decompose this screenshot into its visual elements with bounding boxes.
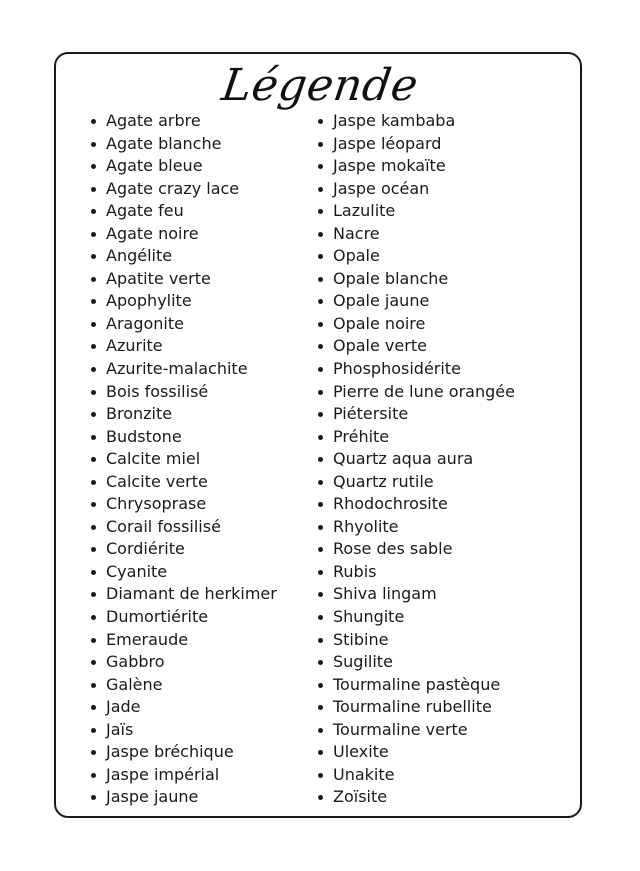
list-item: Chrysoprase [86,493,316,516]
list-item: Galène [86,674,316,697]
list-item: Rhodochrosite [313,493,573,516]
list-item: Agate arbre [86,110,316,133]
list-item: Azurite [86,335,316,358]
list-item: Piétersite [313,403,573,426]
list-item: Unakite [313,764,573,787]
page-title: Légende [218,60,422,111]
list-item: Bronzite [86,403,316,426]
right-list [313,110,573,809]
list-item: Dumortiérite [86,606,316,629]
list-item: Jaïs [86,719,316,742]
list-item: Opale noire [313,313,573,336]
list-item: Apophylite [86,290,316,313]
list-item: Budstone [86,426,316,449]
list-item: Opale verte [313,335,573,358]
list-item: Zoïsite [313,786,573,809]
list-item: Pierre de lune orangée [313,381,573,404]
list-item: Angélite [86,245,316,268]
list-item: Azurite-malachite [86,358,316,381]
list-item: Quartz rutile [313,471,573,494]
list-item: Apatite verte [86,268,316,291]
list-item: Cordiérite [86,538,316,561]
list-item: Shiva lingam [313,583,573,606]
list-item: Agate noire [86,223,316,246]
list-item: Tourmaline pastèque [313,674,573,697]
list-item: Jaspe jaune [86,786,316,809]
list-item: Rhyolite [313,516,573,539]
list-item: Tourmaline verte [313,719,573,742]
list-item: Agate feu [86,200,316,223]
list-item: Corail fossilisé [86,516,316,539]
list-item: Opale blanche [313,268,573,291]
list-item: Sugilite [313,651,573,674]
list-item: Jaspe bréchique [86,741,316,764]
list-item: Agate crazy lace [86,178,316,201]
left-list [86,110,316,809]
list-item: Emeraude [86,629,316,652]
list-item: Diamant de herkimer [86,583,316,606]
list-item: Opale jaune [313,290,573,313]
list-item: Cyanite [86,561,316,584]
list-item: Ulexite [313,741,573,764]
list-item: Phosphosidérite [313,358,573,381]
list-item: Tourmaline rubellite [313,696,573,719]
list-item: Rubis [313,561,573,584]
list-item: Lazulite [313,200,573,223]
list-item: Calcite verte [86,471,316,494]
list-item: Nacre [313,223,573,246]
list-item: Jaspe océan [313,178,573,201]
list-item: Jaspe impérial [86,764,316,787]
list-item: Bois fossilisé [86,381,316,404]
list-item: Jaspe mokaïte [313,155,573,178]
list-item: Stibine [313,629,573,652]
list-item: Aragonite [86,313,316,336]
list-item: Calcite miel [86,448,316,471]
list-item: Préhite [313,426,573,449]
list-item: Gabbro [86,651,316,674]
list-item: Quartz aqua aura [313,448,573,471]
list-item: Jaspe léopard [313,133,573,156]
list-item: Agate blanche [86,133,316,156]
list-item: Shungite [313,606,573,629]
list-item: Jade [86,696,316,719]
list-item: Opale [313,245,573,268]
list-item: Rose des sable [313,538,573,561]
list-item: Agate bleue [86,155,316,178]
list-item: Jaspe kambaba [313,110,573,133]
